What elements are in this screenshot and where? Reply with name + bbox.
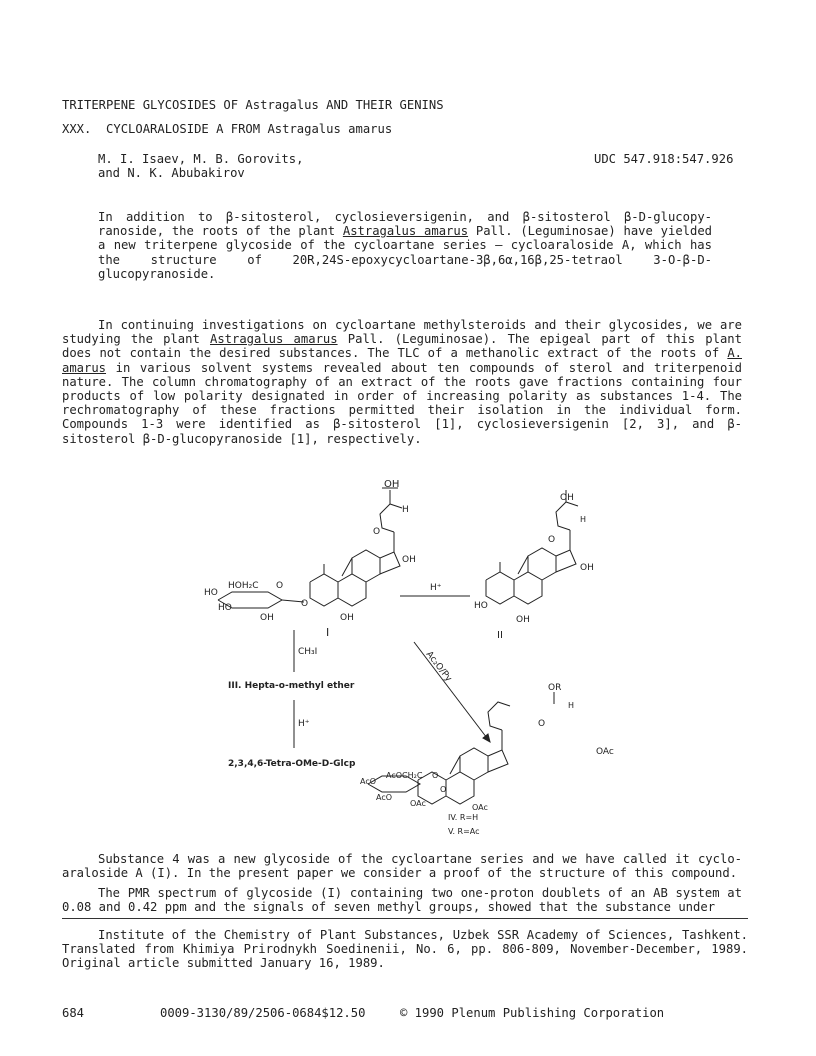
compound-I-sugar-ho-1: HO: [204, 588, 218, 598]
compound-I-sugar-ho-2: HO: [218, 603, 232, 613]
copyright: © 1990 Plenum Publishing Corporation: [400, 1006, 665, 1020]
compound-I-h: H: [402, 505, 409, 515]
arrow-h-plus: H⁺: [430, 583, 442, 593]
compound-II-oh-6: OH: [516, 615, 530, 625]
footnote: Institute of the Chemistry of Plant Substances, Uzbek SSR Academy of Sciences, Tashkent. Translated from Khimiya Prirodnykh Soedinenii, No. 6, pp. 806-809, November-December, 1989. Original article submitted January 16, 1989.: [62, 928, 748, 971]
reagent-mei: CH₃I: [298, 647, 318, 657]
compound-II-ho-3: HO: [474, 601, 488, 611]
compound-IV-skeleton: [418, 692, 554, 804]
label-compound-II: II: [497, 630, 503, 641]
label-compound-IV: IV. R=H: [448, 813, 479, 822]
compound-IV-or: OR: [548, 683, 562, 693]
compound-IV-sugar-aco-2: AcO: [376, 793, 393, 802]
abstract-species: Astragalus amarus: [342, 224, 469, 239]
reagent-acetylation: Ac₂O/Py: [423, 649, 454, 684]
compound-IV-oac-16: OAc: [596, 747, 614, 757]
body1-species-abbrev: A. amarus: [62, 346, 742, 375]
footnote-rule: [62, 918, 748, 919]
compound-I-sugar-o: O: [276, 581, 284, 591]
compound-I-sugar-hoh2c: HOH₂C: [228, 581, 259, 591]
compound-II-oh-16: OH: [580, 563, 594, 573]
compound-IV-sugar-acoch2c: AcOCH₂C: [386, 771, 423, 780]
udc-code: UDC 547.918:547.926: [594, 152, 734, 166]
authors-line-2: and N. K. Abubakirov: [98, 166, 245, 180]
body-paragraph-1: [62, 318, 742, 446]
compound-I-skeleton: [310, 488, 402, 606]
compound-IV-oac-6: OAc: [472, 803, 488, 812]
page-number: 684: [62, 1006, 85, 1020]
reaction-scheme: [190, 478, 750, 838]
compound-I-oh-6: OH: [340, 613, 354, 623]
compound-II-h: H: [580, 515, 587, 524]
compound-IV-sugar-aco-1: AcO: [360, 777, 377, 786]
compound-IV-o-link: O: [440, 785, 447, 794]
compound-I-o: O: [373, 527, 381, 537]
compound-IV-sugar-o: O: [432, 771, 439, 780]
body1-species: Astragalus amarus: [209, 332, 338, 347]
title-line-2: XXX. CYCLOARALOSIDE A FROM Astragalus amarus: [62, 122, 393, 136]
title-line-1: TRITERPENE GLYCOSIDES OF Astragalus AND THEIR GENINS: [62, 98, 444, 112]
compound-IV-h: H: [568, 701, 575, 710]
abstract: [98, 210, 712, 281]
body1-text-c: in various solvent systems revealed about ten compounds of sterol and triterpenoid nature. The column chromatography of an extract of the roots gave fractions containing four products of low polarity designated in order of increasing polarity as substances 1-4. The rechromatography of these fractions permitted their isolation in the individual form. Compounds 1-3 were identified as β-sitosterol [1], cyclosieversigenin [2, 3], and β-sitosterol β-D-glucopyranoside [1], respectively.: [62, 360, 742, 446]
body-paragraph-3: The PMR spectrum of glycoside (I) containing two one-proton doublets of an AB system at 0.08 and 0.42 ppm and the signals of seven methyl groups, showed that the substance under: [62, 886, 742, 915]
article-code: 0009-3130/89/2506-0684$12.50: [160, 1006, 366, 1020]
compound-IV-o: O: [538, 719, 546, 729]
arrow-h-plus-2: H⁺: [298, 719, 310, 729]
label-compound-V: V. R=Ac: [448, 827, 480, 836]
compound-II-skeleton: [486, 490, 578, 604]
product-glucose-ether: 2,3,4,6-Tetra-OMe-D-Glcp: [228, 759, 356, 769]
label-compound-I: I: [326, 626, 330, 639]
label-compound-III: III. Hepta-o-methyl ether: [228, 681, 355, 691]
compound-I-o-link: O: [301, 599, 309, 609]
compound-II-oh-top: OH: [560, 493, 574, 503]
compound-II-o: O: [548, 535, 556, 545]
compound-IV-sugar-oac: OAc: [410, 799, 426, 808]
body1-text-b: Pall. (Leguminosae). The epigeal part of this plant does not contain the desired substances. The TLC of a methanolic extract of the roots of: [62, 332, 742, 361]
body-paragraph-2: Substance 4 was a new glycoside of the cycloartane series and we have called it cyclo-araloside A (I). In the present paper we consider a proof of the structure of this compound.: [62, 852, 742, 881]
compound-I-oh-top: OH: [384, 479, 400, 490]
abstract-text-a: In addition to β-sitosterol, cyclosieversigenin, and β-sitosterol β-D-glucopy-ranoside, the roots of the plant: [98, 210, 712, 239]
compound-I-oh-16: OH: [402, 555, 416, 565]
authors-line-1: M. I. Isaev, M. B. Gorovits,: [98, 152, 304, 166]
body1-text-a: In continuing investigations on cycloartane methylsteroids and their glycosides, we are studying the plant: [62, 318, 742, 347]
compound-I-sugar-oh: OH: [260, 613, 274, 623]
abstract-text-b: Pall. (Leguminosae) have yielded a new triterpene glycoside of the cycloartane series — cycloaraloside A, which has the structure of 20R,24S-epoxycycloartane-3β,6α,16β,25-tetraol 3-O-β-D-glucopyranoside.: [98, 224, 713, 281]
